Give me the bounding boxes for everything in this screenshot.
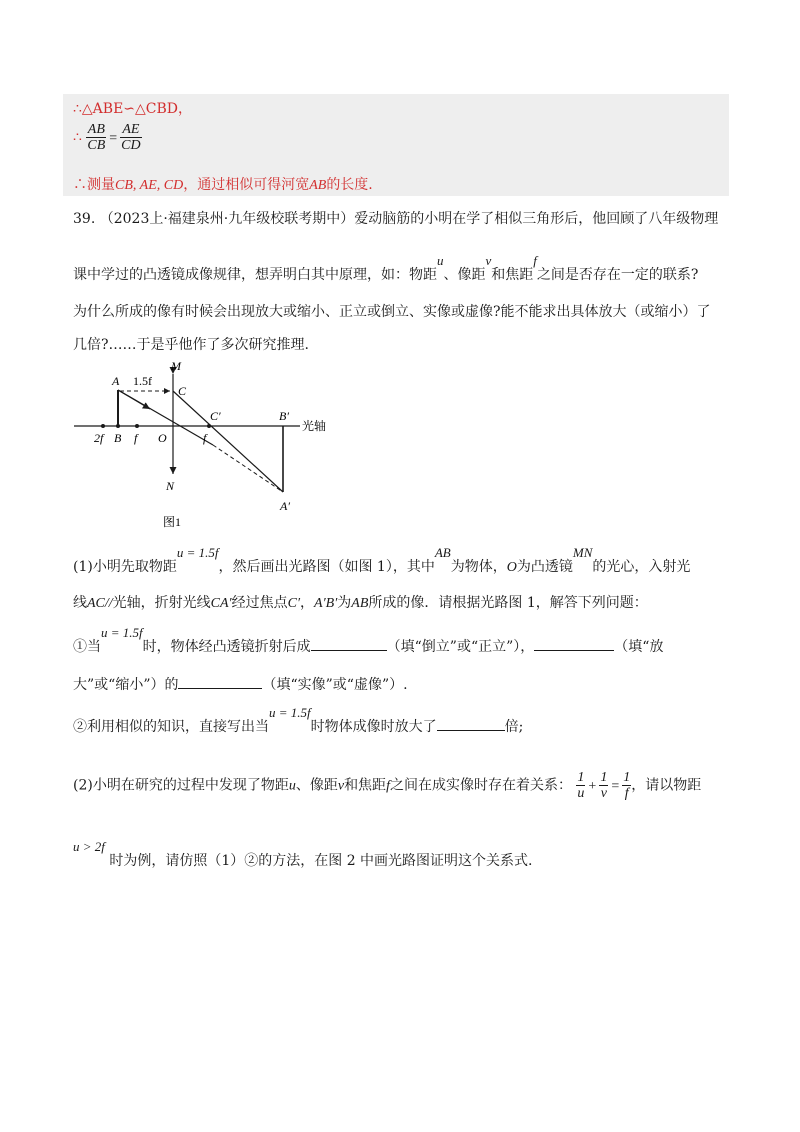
- label-c-prime: C′: [210, 409, 221, 423]
- ray-through-center-arrow: [118, 390, 150, 409]
- label-b-prime: B′: [279, 409, 289, 423]
- problem-number: 39.: [73, 211, 96, 227]
- part2-line-1: (2)小明在研究的过程中发现了物距u、像距v和焦距f之间在成实像时存在着关系： $\frac{1}{u}$ + $\frac{1}{v}$ = $\frac{1}{f}$ ，请以物距: [73, 770, 702, 801]
- problem-line-2: 课中学过的凸透镜成像规律，想弄明白其中原理，如：物距u、像距v和焦距f之间是否存在一定的联系?: [73, 253, 699, 283]
- answer-conclusion-line: ∴测量CB, AE, CD，通过相似可得河宽AB的长度.: [73, 177, 373, 193]
- answer-blank-size[interactable]: [534, 638, 614, 651]
- label-m: M: [171, 359, 181, 373]
- ratio-ab-cb: $\frac{AB}{CB}$: [87, 122, 106, 153]
- point-2f: [101, 424, 105, 428]
- figure-caption: 图1: [163, 515, 182, 529]
- part1-line-2: 线AC//光轴，折射光线CA′经过焦点C′，A′B′为AB所成的像．请根据光路图 1，解答下列问题：: [73, 595, 648, 611]
- problem-line-1: 39. （2023上·福建泉州·九年级校联考期中）爱动脑筋的小明在学了相似三角形后，他回顾了八年级物理: [73, 211, 719, 227]
- answer-ratio-line: ∴ $\frac{AB}{CB}$ = $\frac{AE}{CD}$: [73, 122, 141, 153]
- label-f-right: f: [203, 431, 207, 445]
- ratio-ae-cd: $\frac{AE}{CD}$: [121, 122, 141, 153]
- ray-dashed-extension: [213, 445, 283, 492]
- question-1-continued: 大”或“缩小”）的 （填“实像”或“虚像”）.: [73, 677, 408, 693]
- answer-blank-magnification[interactable]: [437, 718, 505, 731]
- therefore-symbol: ∴: [73, 129, 82, 146]
- fraction-1-over-f: $\frac{1}{f}$: [623, 770, 631, 801]
- part2-line-2: u > 2f 时为例，请仿照（1）②的方法，在图 2 中画光路图证明这个关系式.: [73, 839, 533, 869]
- answer-blank-orientation[interactable]: [311, 638, 387, 651]
- label-b: B: [114, 431, 122, 445]
- problem-line-3: 为什么所成的像有时候会出现放大或缩小、正立或倒立、实像或虚像?能不能求出具体放大（或缩小）了: [73, 304, 711, 320]
- label-optical-axis: 光轴: [302, 419, 327, 433]
- fraction-1-over-v: $\frac{1}{v}$: [600, 770, 608, 801]
- part1-line-1: (1)小明先取物距u = 1.5f，然后画出光路图（如图 1），其中AB为物体，O为凸透镜MN的光心，入射光: [73, 545, 691, 575]
- label-o: O: [158, 431, 167, 445]
- label-c: C: [178, 384, 187, 398]
- label-1-5f: 1.5f: [133, 374, 152, 388]
- problem-line-4: 几倍?……于是乎他作了多次研究推理.: [73, 337, 309, 353]
- refracted-ray-ca: [173, 391, 283, 492]
- answer-box: [63, 94, 729, 196]
- question-2: ②利用相似的知识，直接写出当u = 1.5f时物体成像时放大了 倍;: [73, 705, 524, 735]
- point-f-left: [135, 424, 139, 428]
- fraction-1-over-u: $\frac{1}{u}$: [577, 770, 585, 801]
- label-a: A: [112, 374, 120, 388]
- answer-blank-image-type[interactable]: [178, 676, 262, 689]
- point-f-right: [207, 424, 211, 428]
- label-2f: 2f: [94, 431, 104, 445]
- label-f-left: f: [134, 431, 138, 445]
- label-n: N: [166, 479, 175, 493]
- question-1: ①当u = 1.5f时，物体经凸透镜折射后成 （填“倒立”或“正立”）， （填“放: [73, 625, 664, 655]
- answer-similar-line: ∴△ABE∽△CBD，: [73, 101, 193, 117]
- lens-ray-diagram: [60, 350, 360, 540]
- label-a-prime: A′: [280, 499, 290, 513]
- point-b: [116, 424, 120, 428]
